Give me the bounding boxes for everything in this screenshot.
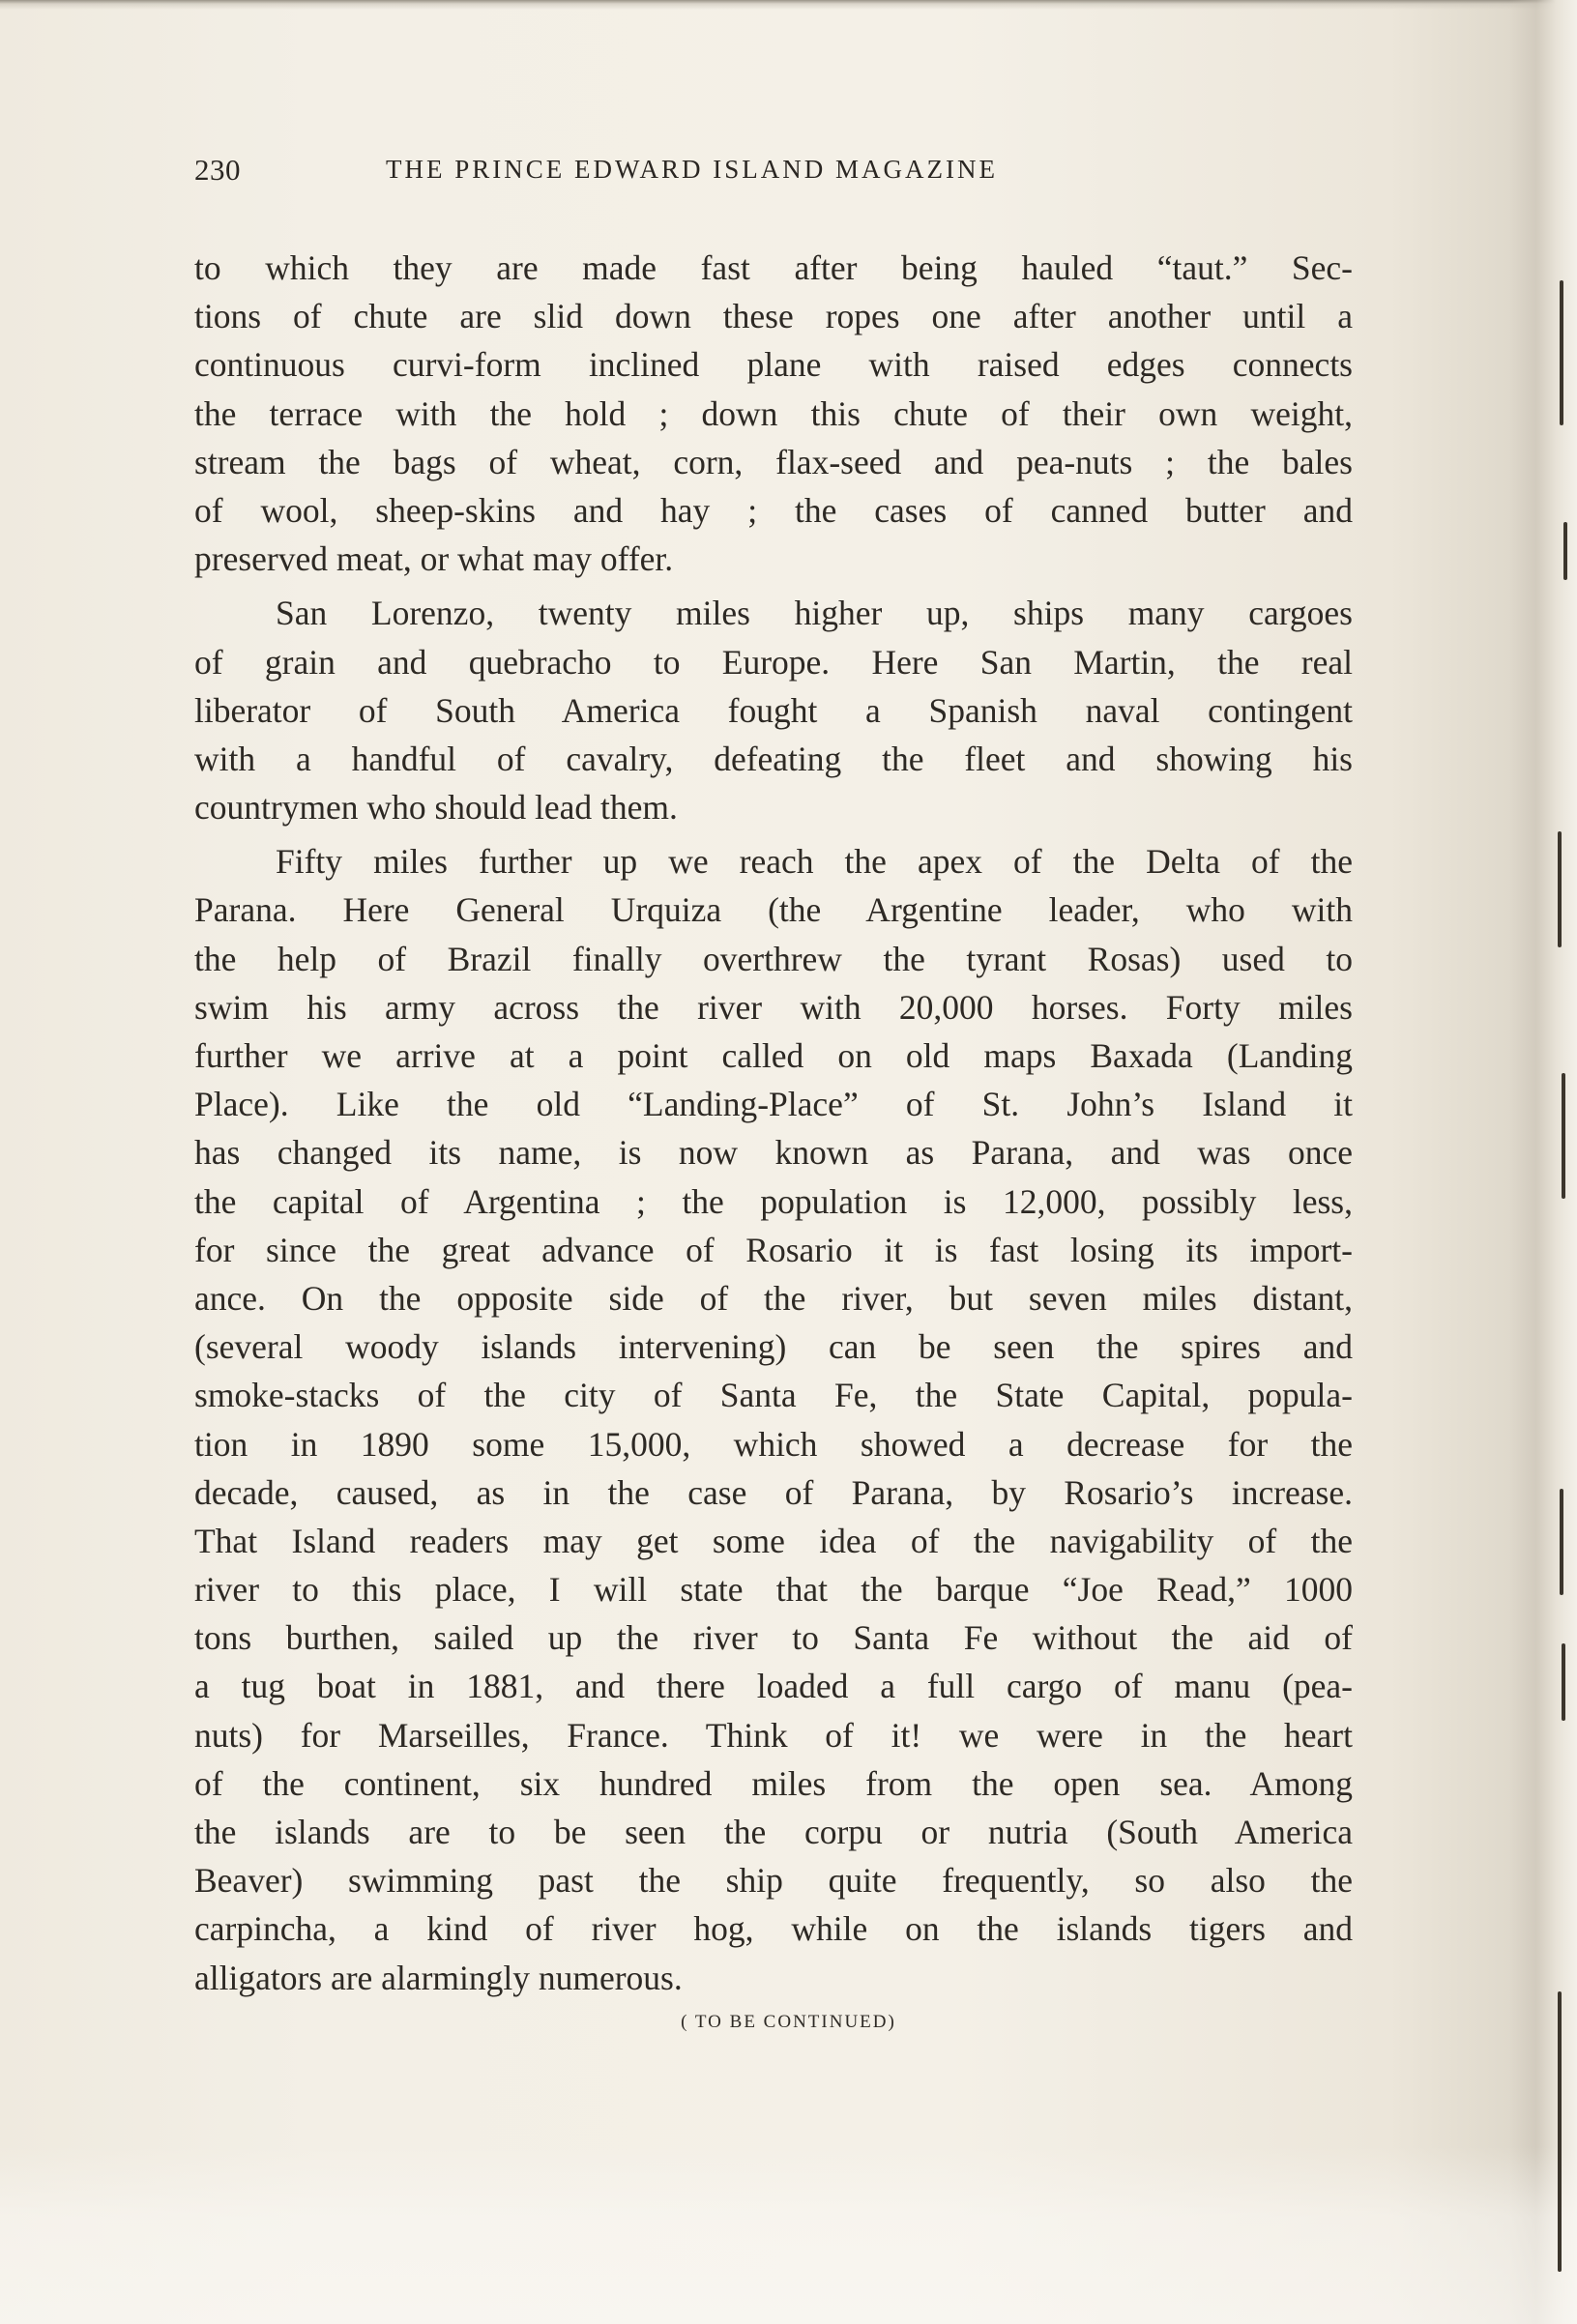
text-line: a tug boat in 1881, and there loaded a full cargo of manu (pea- (194, 1667, 1353, 1706)
edge-mark (1558, 831, 1562, 947)
text-line: smoke-stacks of the city of Santa Fe, the State Capital, popula- (194, 1376, 1353, 1415)
text-line: alligators are alarmingly numerous. (194, 1958, 683, 1997)
text-line: tion in 1890 some 15,000, which showed a decrease for the (194, 1424, 1353, 1464)
running-head-title: THE PRINCE EDWARD ISLAND MAGAZINE (386, 155, 998, 184)
text-line: Fifty miles further up we reach the apex of the Delta of the (276, 842, 1353, 882)
text-line: tions of chute are slid down these ropes one after another until a (194, 297, 1353, 336)
paragraph (194, 244, 1353, 583)
edge-mark (1562, 1643, 1565, 1721)
text-line: carpincha, a kind of river hog, while on the islands tigers and (194, 1909, 1353, 1949)
paragraph (194, 837, 1353, 2002)
page-top-shadow (0, 0, 1577, 10)
text-line: countrymen who should lead them. (194, 788, 678, 828)
text-line: decade, caused, as in the case of Parana, by Rosario’s increase. (194, 1472, 1353, 1512)
to-be-continued-note: ( TO BE CONTINUED) (681, 2012, 896, 2032)
text-line: ance. On the opposite side of the river, but seven miles distant, (194, 1278, 1353, 1318)
text-line: liberator of South America fought a Spanish naval contingent (194, 690, 1353, 730)
edge-mark (1560, 1489, 1563, 1595)
text-line: has changed its name, is now known as Parana, and was once (194, 1133, 1353, 1173)
text-line: stream the bags of wheat, corn, flax-seed and pea-nuts ; the bales (194, 442, 1353, 481)
text-line: tons burthen, sailed up the river to Santa Fe without the aid of (194, 1618, 1353, 1658)
edge-mark (1558, 1991, 1562, 2272)
edge-mark (1562, 1073, 1565, 1199)
text-line: further we arrive at a point called on old maps Baxada (Landing (194, 1036, 1353, 1075)
page-right-edge (1509, 0, 1577, 2324)
running-header (194, 153, 1355, 191)
text-line: river to this place, I will state that the barque “Joe Read,” 1000 (194, 1570, 1353, 1610)
text-line: Place). Like the old “Landing-Place” of St. John’s Island it (194, 1085, 1353, 1124)
text-line: the help of Brazil finally overthrew the tyrant Rosas) used to (194, 939, 1353, 978)
text-line: (several woody islands intervening) can be seen the spires and (194, 1327, 1353, 1367)
text-line: That Island readers may get some idea of the navigability of the (194, 1521, 1353, 1560)
text-line: to which they are made fast after being hauled “taut.” Sec- (194, 248, 1353, 287)
text-line: Parana. Here General Urquiza (the Argentine leader, who with (194, 890, 1353, 930)
page-bottom-band (0, 2146, 1577, 2324)
edge-mark (1563, 522, 1567, 580)
text-line: of the continent, six hundred miles from the open sea. Among (194, 1763, 1353, 1803)
page-number: 230 (194, 153, 241, 187)
text-line: San Lorenzo, twenty miles higher up, ships many cargoes (276, 594, 1353, 633)
text-line: of grain and quebracho to Europe. Here San Martin, the real (194, 642, 1353, 682)
text-line: the capital of Argentina ; the population is 12,000, possibly less, (194, 1181, 1353, 1221)
text-line: with a handful of cavalry, defeating the fleet and showing his (194, 739, 1353, 778)
text-line: swim his army across the river with 20,000 horses. Forty miles (194, 987, 1353, 1027)
text-line: the islands are to be seen the corpu or nutria (South America (194, 1813, 1353, 1851)
text-line: of wool, sheep-skins and hay ; the cases of canned butter and (194, 490, 1353, 530)
text-line: preserved meat, or what may offer. (194, 539, 674, 579)
body-text (194, 244, 1353, 2002)
text-line: nuts) for Marseilles, France. Think of it! we were in the heart (194, 1715, 1353, 1755)
text-line: Beaver) swimming past the ship quite frequently, so also the (194, 1861, 1353, 1901)
text-line: the terrace with the hold ; down this chute of their own weight, (194, 393, 1353, 433)
edge-mark (1560, 280, 1563, 425)
text-line: for since the great advance of Rosario it is fast losing its import- (194, 1230, 1353, 1269)
paragraph (194, 589, 1353, 831)
text-line: continuous curvi-form inclined plane with raised edges connects (194, 345, 1353, 385)
